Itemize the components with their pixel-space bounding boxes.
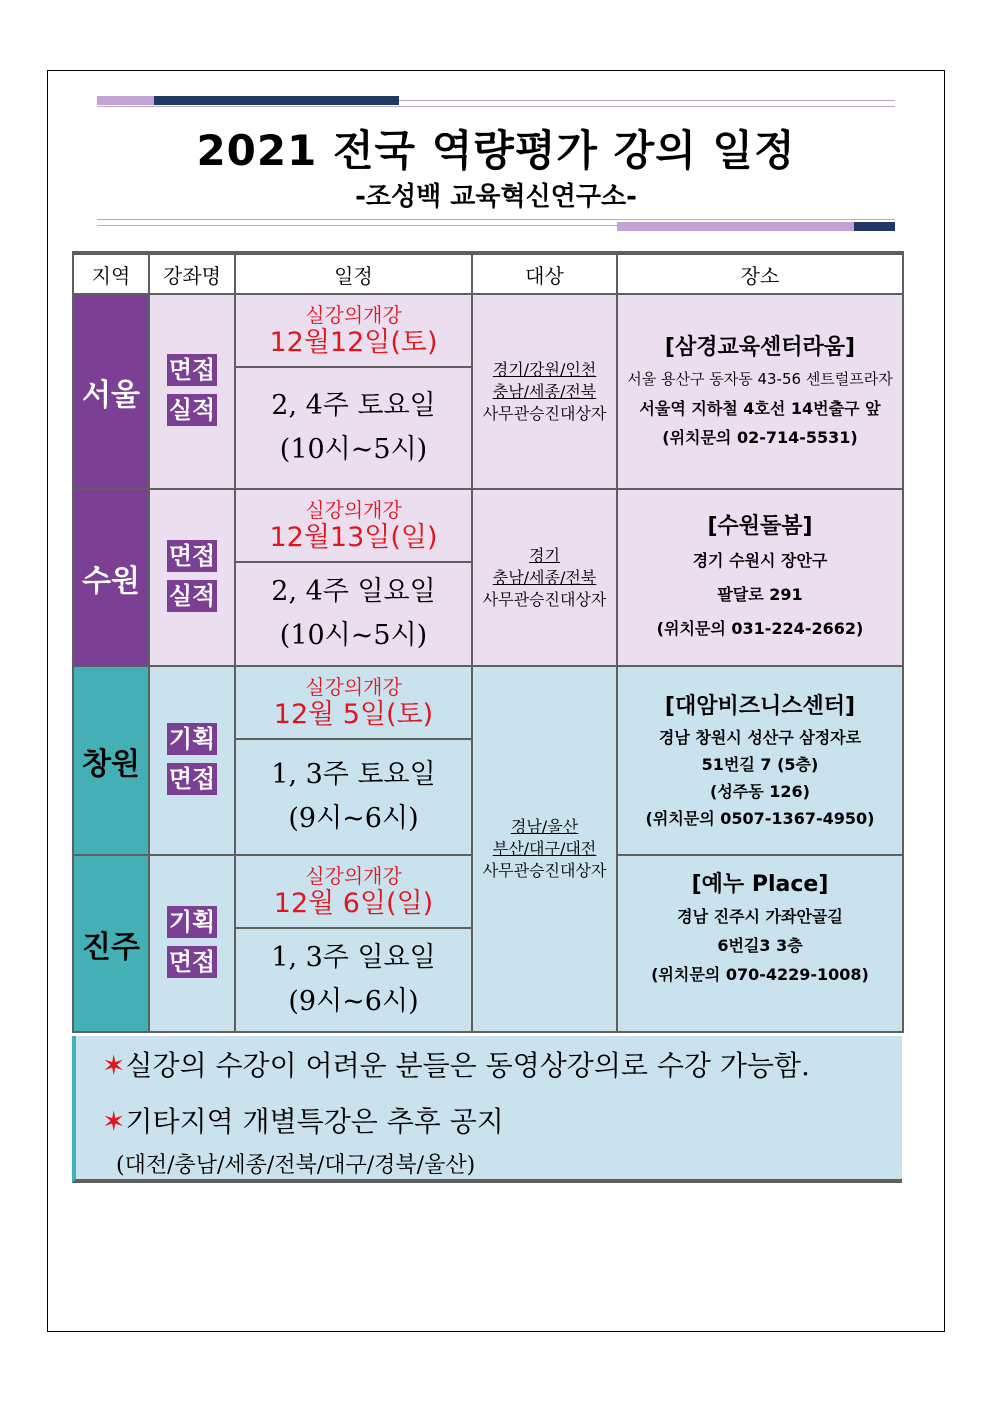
venue-line: 6번길3 3층: [717, 936, 803, 955]
course-chip: 면접: [168, 764, 216, 793]
schedule-days: 2, 4주 토요일: [271, 390, 436, 421]
venue-phone: (위치문의 0507-1367-4950): [645, 808, 875, 828]
venue-line: (성주동 126): [710, 781, 810, 801]
target-line: 충남/세종/전북: [492, 381, 597, 401]
target-line: 충남/세종/전북: [492, 567, 597, 587]
bottom-rule: [97, 219, 895, 220]
course-chip: 실적: [168, 395, 216, 424]
column-header: 장소: [617, 253, 903, 294]
region-cell: 수원: [73, 489, 149, 666]
opening-label: 실강의개강: [305, 674, 402, 699]
venue-phone: (위치문의 031-224-2662): [656, 618, 864, 638]
notes-box: [72, 1036, 902, 1183]
opening-label: 실강의개강: [305, 863, 402, 888]
note-line-2: [102, 1100, 504, 1140]
schedule-days: 1, 3주 토요일: [271, 759, 436, 790]
venue-cell: [617, 489, 903, 666]
opening-date: 12월12일(토): [269, 326, 438, 358]
schedule-hours: (10시~5시): [279, 434, 428, 465]
schedule-cell: [235, 367, 472, 489]
schedule-days: 1, 3주 일요일: [271, 942, 436, 973]
target-line: 부산/대구/대전: [492, 839, 597, 858]
region-cell: 진주: [73, 855, 149, 1032]
region-cell: 서울: [73, 294, 149, 489]
course-cell: [149, 855, 235, 1032]
star-icon: ✶: [102, 1049, 126, 1082]
table-header-row: [73, 253, 903, 294]
opening-date: 12월 6일(일): [273, 887, 434, 919]
schedule-cell: [235, 739, 472, 855]
course-chip: 면접: [168, 541, 216, 570]
venue-address: 경남 창원시 성산구 삼정자로: [658, 727, 862, 747]
schedule-cell: [235, 562, 472, 666]
venue-address: 서울 용산구 동자동 43-56 센트럴프라자: [627, 370, 893, 388]
page-subtitle: -조성백 교육혁신연구소-: [355, 182, 637, 212]
course-chip: 기획: [168, 907, 216, 936]
target-line: 사무관승진대상자: [482, 403, 607, 423]
note-line-3: (대전/충남/세종/전북/대구/경북/울산): [116, 1153, 476, 1178]
column-header: 일정: [235, 253, 472, 294]
course-chip: 실적: [168, 581, 216, 610]
schedule-hours: (9시~6시): [288, 986, 419, 1017]
target-cell: [472, 294, 617, 489]
opening-cell: [235, 855, 472, 928]
column-header: 강좌명: [149, 253, 235, 294]
top-rule-2: [97, 106, 895, 107]
bottom-rule-2: [97, 225, 617, 226]
venue-line: 서울역 지하철 4호선 14번출구 앞: [639, 399, 881, 418]
target-cell: [472, 489, 617, 666]
venue-address: 경남 진주시 가좌안골길: [677, 907, 843, 926]
venue-phone: (위치문의 070-4229-1008): [651, 965, 869, 984]
top-rule: [399, 100, 895, 101]
schedule-hours: (10시~5시): [279, 620, 428, 651]
venue-name: [수원돌봄]: [707, 513, 813, 539]
venue-cell: [617, 666, 903, 855]
venue-line: 팔달로 291: [717, 584, 803, 604]
note-text: 실강의 수강이 어려운 분들은 동영상강의로 수강 가능함.: [125, 1049, 810, 1082]
venue-cell: [617, 294, 903, 489]
course-chip: 기획: [168, 724, 216, 753]
course-chip: 면접: [168, 355, 216, 384]
target-cell-shared: [472, 666, 617, 1032]
course-chip: 면접: [168, 947, 216, 976]
course-cell: [149, 666, 235, 855]
target-line: 경남/울산: [510, 817, 579, 836]
table-row-suwon: [73, 489, 903, 562]
opening-date: 12월 5일(토): [273, 698, 434, 730]
schedule-days: 2, 4주 일요일: [271, 576, 436, 607]
schedule-cell: [235, 928, 472, 1032]
opening-date: 12월13일(일): [269, 521, 438, 553]
target-line: 사무관승진대상자: [482, 589, 607, 609]
opening-label: 실강의개강: [305, 302, 402, 327]
bottom-bar-navy: [854, 222, 895, 231]
star-icon: ✶: [102, 1105, 126, 1138]
target-line: 경기/강원/인천: [492, 359, 597, 379]
target-line: 사무관승진대상자: [482, 861, 607, 880]
opening-cell: [235, 666, 472, 739]
opening-cell: [235, 294, 472, 367]
note-text: 기타지역 개별특강은 추후 공지: [125, 1105, 504, 1138]
venue-name: [삼경교육센터라움]: [664, 335, 856, 360]
schedule-table: [72, 251, 904, 1033]
note-line-1: [102, 1044, 810, 1084]
region-cell: 창원: [73, 666, 149, 855]
top-bar-navy: [154, 96, 399, 105]
opening-cell: [235, 489, 472, 562]
course-cell: [149, 294, 235, 489]
opening-label: 실강의개강: [305, 497, 402, 522]
venue-name: [예누 Place]: [691, 872, 829, 897]
venue-cell: [617, 855, 903, 1032]
venue-line: 51번길 7 (5층): [701, 754, 819, 774]
table-row-changwon: [73, 666, 903, 739]
course-cell: [149, 489, 235, 666]
venue-address: 경기 수원시 장안구: [692, 550, 828, 570]
table-row-seoul: [73, 294, 903, 367]
target-line: 경기: [529, 545, 560, 565]
schedule-hours: (9시~6시): [288, 803, 419, 834]
top-bar-lavender: [97, 96, 154, 105]
venue-phone: (위치문의 02-714-5531): [662, 428, 858, 447]
column-header: 대상: [472, 253, 617, 294]
page-title: 2021 전국 역량평가 강의 일정: [196, 126, 796, 175]
venue-name: [대암비즈니스센터]: [664, 693, 856, 719]
column-header: 지역: [73, 253, 149, 294]
bottom-bar-lavender: [617, 222, 854, 231]
